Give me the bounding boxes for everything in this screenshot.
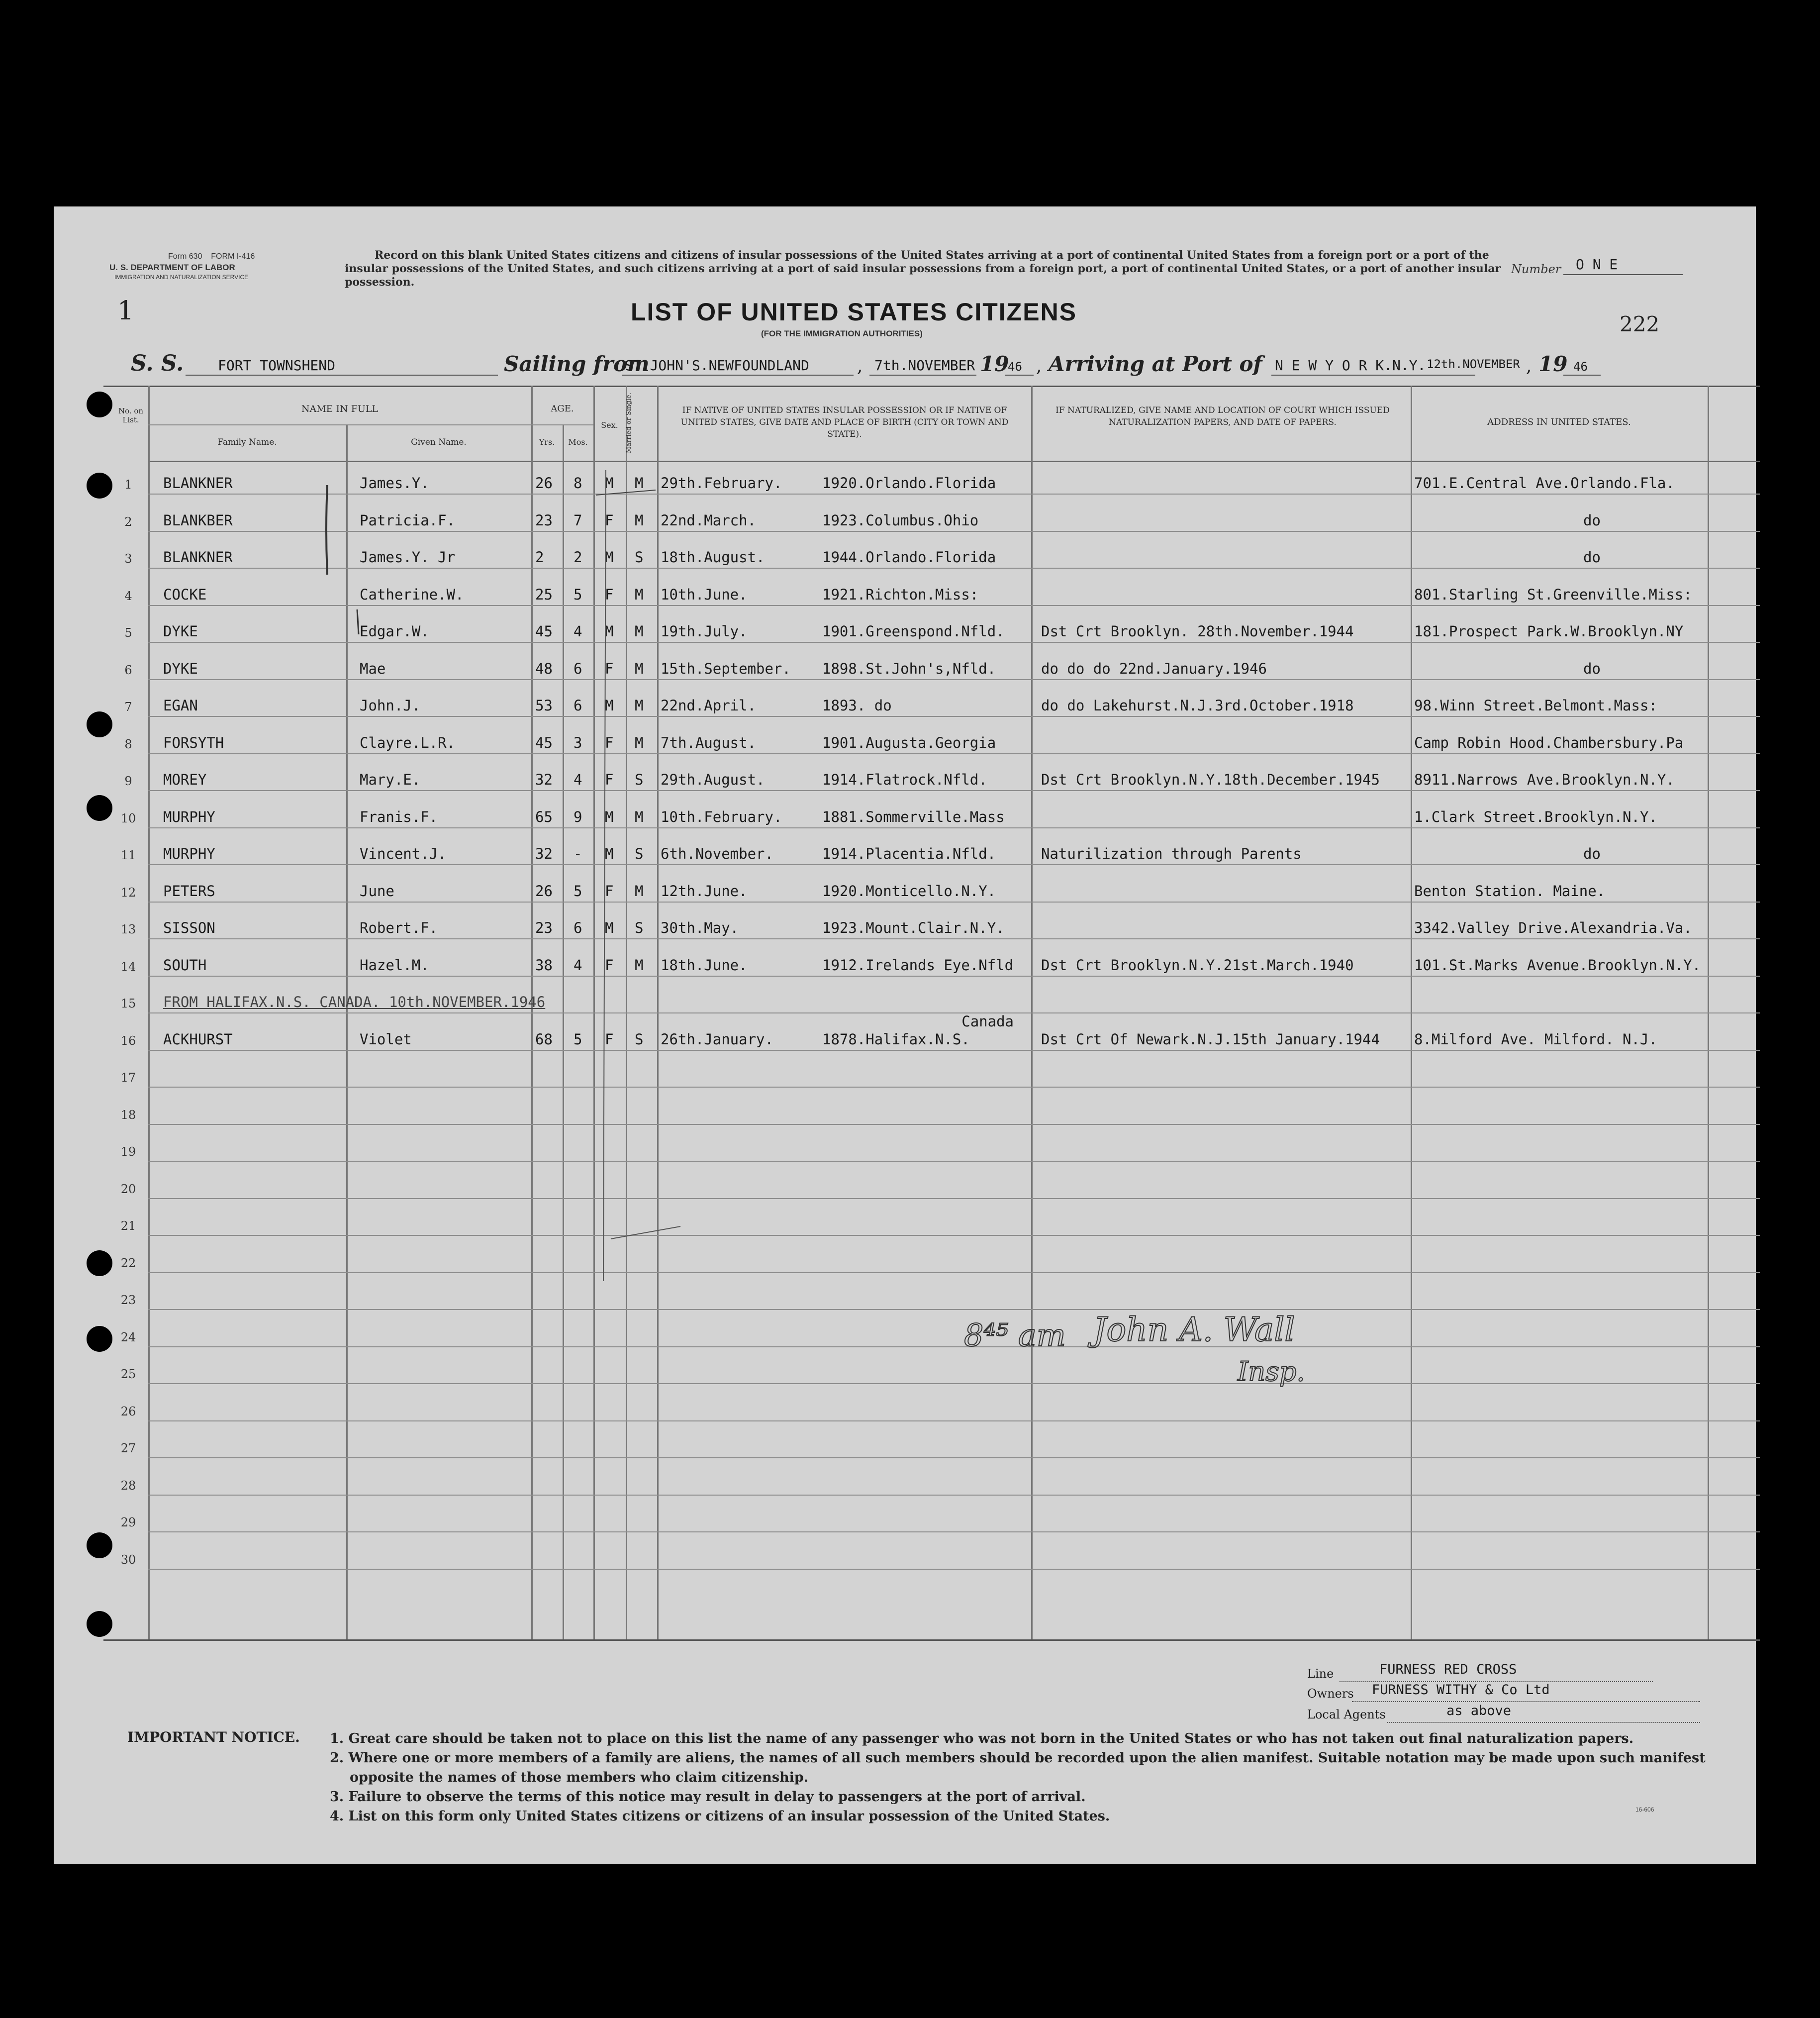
punch-hole	[87, 1532, 112, 1558]
marital-status-cell: M	[635, 660, 644, 677]
age-years-cell: 26	[535, 882, 553, 900]
sex-cell: M	[605, 845, 614, 862]
birth-date-cell: 29th.February.	[661, 475, 782, 492]
sailing-year: 46	[1008, 360, 1022, 374]
punch-hole	[87, 473, 112, 499]
row-number: 19	[120, 1145, 136, 1159]
age-months-cell: 4	[574, 956, 582, 974]
address-cell: 701.E.Central Ave.Orlando.Fla.	[1414, 475, 1675, 492]
birth-place-cell: 1920.Monticello.N.Y.	[822, 882, 996, 900]
sex-cell: M	[605, 808, 614, 825]
family-name-cell: COCKE	[163, 586, 207, 603]
family-name-cell: EGAN	[163, 697, 198, 714]
sailing-from: ST.JOHN'S.NEWFOUNDLAND	[625, 357, 809, 374]
address-cell: 8.Milford Ave. Milford. N.J.	[1414, 1030, 1657, 1048]
row-number: 30	[120, 1552, 136, 1567]
row-number: 22	[120, 1256, 136, 1270]
marital-status-cell: M	[635, 623, 644, 640]
marital-status-cell: M	[635, 808, 644, 825]
birth-place-cell: 1921.Richton.Miss:	[822, 586, 979, 603]
row-number: 8	[124, 737, 132, 751]
age-years-cell: 2	[535, 549, 544, 566]
arriving-date: 12th.NOVEMBER	[1427, 357, 1520, 371]
row-number: 16	[120, 1033, 136, 1048]
row-number: 3	[124, 552, 132, 566]
notice-4: 4. List on this form only United States citizens or citizens of an insular possession of the United States.	[330, 1809, 1110, 1824]
naturalization-cell: Dst Crt Brooklyn.N.Y.21st.March.1940	[1041, 956, 1354, 974]
birth-place-cell: 1914.Flatrock.Nfld.	[822, 771, 987, 788]
row-rule	[148, 1420, 1760, 1421]
address-cell: 101.St.Marks Avenue.Brooklyn.N.Y.	[1414, 956, 1701, 974]
naturalization-cell: Dst Crt Brooklyn. 28th.November.1944	[1041, 623, 1354, 640]
sex-cell: F	[605, 1030, 614, 1048]
arriving-label: Arriving at Port of	[1049, 352, 1262, 376]
family-name-cell: FROM HALIFAX.N.S. CANADA. 10th.NOVEMBER.1946	[163, 994, 546, 1010]
manifest-sheet: Form 630 FORM I-416 U. S. DEPARTMENT OF LABOR IMMIGRATION AND NATURALIZATION SERVICE 1 Record on this blank United States citizens and citizens of insular possessions of the United States arriving at a port of continental United States from a foreign port or a port of the insular possessions of the United States, and such citizens arriving at a port of said insular possessions from a foreign port, a port of continental United States, or a port of another insular possession. Number O N E LIST OF UNITED STATES CITIZENS (FOR THE IMMIGRATION AUTHORITIES) 222 S. S. FORT TOWNSHEND Sailing from ST.JOHN'S.NEWFOUNDLAND , 7th.NOVEMBER 19 46 , Arriving at Port of N E W Y O R K.N.Y. 12th.NOVEMBER , 19 46 No. on List. NAME IN FULL Family Name. Given Name. AGE. Yrs. Mos. Sex. Married or Single. IF NATIVE OF UNITED STATES INSULAR POSSESSION OR IF NATIVE OF UNITED STATES, GIVE DATE AND PLACE OF BIRTH (CITY OR TOWN AND STATE). IF NATURALIZED, GIVE NAME AND LOCATION OF COURT WHICH ISSUED NATURALIZATION PAPERS, AND DATE OF PAPERS. ADDRESS IN UNITED STATES. 1 BLANKNER James.Y. 26 8 M M 29th.February. 1920.Orlando.Florida 701.E.Central Ave.Orlando.Fla. 2 BLANKBER Patricia.F. 23 7 F M 22nd.March. 1923.Columbus.Ohio do 3 BLANKNER James.Y. Jr 2 2 M S 18th.August. 1944.Orlando.Florida do 4 COCKE Catherine.W. 25 5 F M 10th.June. 1921.Richton.Miss: 801.Starling St.Greenville.Miss: 5 DYKE Edgar.W. 45 4 M M 19th.July. 1901.Greenspond.Nfld. Dst Crt Brooklyn. 28th.November.1944 181.Prospect Park.W.Brooklyn.NY 6 DYKE Mae 48 6 F M 15th.September. 1898.St.John's,Nfld. do do do 22nd.January.1946 do 7 EGAN John.J. 53 6 M M 22nd.April. 1893. do do do Lakehurst.N.J.3rd.October.1918 98.Winn Street.Belmont.Mass: 8 FORSYTH Clayre.L.R. 45 3 F M 7th.August. 1901.Augusta.Georgia Camp Robin Hood.Chambersbury.Pa 9 MOREY Mary.E. 32 4 F S 29th.August. 1914.Flatrock.Nfld. Dst Crt Brooklyn.N.Y.18th.December.1945 8911.Narrows Ave.Brooklyn.N.Y. 10 MURPHY Franis.F. 65 9 M M 10th.February. 1881.Sommerville.Mass 1.Clark Street.Brooklyn.N.Y. 11 MURPHY Vincent.J. 32 - M S 6th.November. 1914.Placentia.Nfld. Naturilization through Parents do 12 PETERS June 26 5 F M 12th.June. 1920.Monticello.N.Y. Benton Station. Maine. 13 SISSON Robert.F. 23 6 M S 30th.May. 1923.Mount.Clair.N.Y. 3342.Valley Drive.Alexandria.Va. 14 SOUTH Hazel.M. 38 4 F M 18th.June. 1912.Irelands Eye.Nfld Dst Crt Brooklyn.N.Y.21st.March.1940 101.St.Marks Avenue.Brooklyn.N.Y. 15 FROM HALIFAX.N.S. CANADA. 10th.NOVEMBER.1946 16 ACKHURST Violet 68 5 F S 26th.January. 1878.Halifax.N.S. Dst Crt Of Newark.N.J.15th January.1944 8.Milford Ave. Milford. N.J. Canada 17 18 19 20 21 22 23 24 25 26 27 28 29 30 8⁴⁵ am John A. Wall Insp. Line FURNESS RED CROSS Owners FURNESS WITHY & Co Ltd Local Agents as above IMPORTANT NOTICE. 1. Great care should be taken not to place on this list the name of any passenger who was not born in the United States or who has not taken out final naturalization papers. 2. Where one or more members of a family are aliens, the names of all such members should be recorded upon the alien manifest. Suitable notation may be made upon such manifest opposite the names of those members who claim citizenship. 3. Failure to observe the terms of this notice may result in delay to passengers at the port of arrival. 4. List on this form only United States citizens or citizens of an insular possession of the United States. 16-606	[54, 206, 1756, 1864]
col-sex-header: Sex.	[601, 420, 618, 430]
row-rule	[148, 1569, 1760, 1570]
age-years-cell: 26	[535, 475, 553, 492]
row-rule	[148, 902, 1760, 903]
row-number: 25	[120, 1367, 136, 1381]
sex-cell: M	[605, 549, 614, 566]
row-number: 21	[120, 1219, 136, 1233]
row-rule	[148, 1012, 1760, 1013]
page-title: LIST OF UNITED STATES CITIZENS	[631, 298, 1077, 326]
row-rule	[148, 1383, 1760, 1384]
row-number: 18	[120, 1108, 136, 1122]
row-number: 4	[124, 589, 132, 603]
birth-date-cell: 29th.August.	[661, 771, 765, 788]
agents-value: as above	[1446, 1703, 1512, 1718]
row-number: 9	[124, 774, 132, 788]
age-months-cell: 5	[574, 586, 582, 603]
sex-cell: F	[605, 734, 614, 751]
given-name-cell: John.J.	[360, 697, 421, 714]
address-cell: do	[1583, 845, 1601, 862]
marital-status-cell: M	[635, 882, 644, 900]
row-rule	[148, 1272, 1760, 1273]
sex-cell: F	[605, 882, 614, 900]
age-years-cell: 45	[535, 623, 553, 640]
arriving-year: 46	[1573, 360, 1588, 374]
given-name-cell: Patricia.F.	[360, 511, 456, 529]
age-months-cell: 6	[574, 660, 582, 677]
sailing-date: 7th.NOVEMBER	[874, 357, 975, 374]
given-name-cell: Hazel.M.	[360, 956, 429, 974]
tick-marks	[581, 465, 690, 1286]
sex-cell: F	[605, 660, 614, 677]
row-number: 11	[120, 848, 136, 862]
sex-cell: M	[605, 623, 614, 640]
row-rule	[148, 1495, 1760, 1496]
address-cell: 181.Prospect Park.W.Brooklyn.NY	[1414, 623, 1684, 640]
address-cell: 1.Clark Street.Brooklyn.N.Y.	[1414, 808, 1657, 825]
birth-place-cell: 1901.Greenspond.Nfld.	[822, 623, 1005, 640]
age-months-cell: 3	[574, 734, 582, 751]
birth-place-cell: 1923.Columbus.Ohio	[822, 511, 979, 529]
given-name-cell: Mae	[360, 660, 386, 677]
age-months-cell: 8	[574, 475, 582, 492]
age-months-cell: 4	[574, 771, 582, 788]
birth-date-cell: 18th.August.	[661, 549, 765, 566]
family-name-cell: ACKHURST	[163, 1030, 233, 1048]
row-number: 12	[120, 885, 136, 900]
family-name-cell: BLANKNER	[163, 549, 233, 566]
row-rule	[148, 1235, 1760, 1236]
svg-text:Insp.: Insp.	[1238, 1356, 1305, 1387]
age-months-cell: 6	[574, 697, 582, 714]
print-code: 16-606	[1635, 1806, 1654, 1813]
row-rule	[148, 679, 1760, 680]
svg-text:8⁴⁵ am: 8⁴⁵ am	[964, 1317, 1066, 1353]
number-value: O N E	[1576, 256, 1618, 273]
row-rule	[148, 716, 1760, 717]
family-name-cell: SOUTH	[163, 956, 207, 974]
marital-status-cell: M	[635, 697, 644, 714]
birth-date-cell: 30th.May.	[661, 919, 739, 936]
family-name-cell: MURPHY	[163, 845, 215, 862]
naturalization-cell: Naturilization through Parents	[1041, 845, 1302, 862]
birth-place-cell: 1881.Sommerville.Mass	[822, 808, 1005, 825]
number-label: Number	[1511, 262, 1561, 276]
owners-label: Owners	[1307, 1687, 1354, 1701]
given-name-cell: James.Y. Jr	[360, 549, 456, 566]
birth-place-cell: 1923.Mount.Clair.N.Y.	[822, 919, 1005, 936]
sailing-year-prefix: 19	[980, 352, 1009, 376]
birth-date-cell: 22nd.April.	[661, 697, 757, 714]
col-mos-header: Mos.	[568, 437, 588, 447]
row-rule	[148, 827, 1760, 828]
row-number: 1	[124, 478, 132, 492]
given-name-cell: Violet	[360, 1030, 412, 1048]
service-name: IMMIGRATION AND NATURALIZATION SERVICE	[114, 274, 249, 281]
row-rule	[148, 938, 1760, 939]
arriving-year-prefix: 19	[1538, 352, 1568, 376]
row-rule	[148, 1198, 1760, 1199]
family-name-cell: MOREY	[163, 771, 207, 788]
address-cell: Camp Robin Hood.Chambersbury.Pa	[1414, 734, 1684, 751]
row-rule	[148, 1161, 1760, 1162]
age-months-cell: -	[574, 845, 582, 862]
age-months-cell: 9	[574, 808, 582, 825]
address-cell: 801.Starling St.Greenville.Miss:	[1414, 586, 1692, 603]
birth-date-cell: 12th.June.	[661, 882, 748, 900]
birth-date-cell: 10th.June.	[661, 586, 748, 603]
marital-status-cell: S	[635, 771, 644, 788]
row-number: 26	[120, 1404, 136, 1418]
col-married-header: Married or Single.	[625, 393, 633, 453]
marital-status-cell: M	[635, 956, 644, 974]
notice-list	[330, 1729, 1757, 1826]
marital-status-cell: S	[635, 1030, 644, 1048]
age-years-cell: 45	[535, 734, 553, 751]
age-years-cell: 53	[535, 697, 553, 714]
pencil-marks	[292, 485, 392, 649]
row-number: 10	[120, 811, 136, 825]
row-number: 14	[120, 959, 136, 974]
birth-place-cell: 1901.Augusta.Georgia	[822, 734, 996, 751]
age-years-cell: 25	[535, 586, 553, 603]
sex-cell: M	[605, 697, 614, 714]
col-yrs-header: Yrs.	[539, 437, 555, 447]
birth-place-cell: 1920.Orlando.Florida	[822, 475, 996, 492]
birth-date-cell: 7th.August.	[661, 734, 757, 751]
col-family-header: Family Name.	[217, 437, 277, 447]
birth-place-cell: 1914.Placentia.Nfld.	[822, 845, 996, 862]
age-months-cell: 5	[574, 882, 582, 900]
age-months-cell: 5	[574, 1030, 582, 1048]
col-naturalized-header: IF NATURALIZED, GIVE NAME AND LOCATION OF COURT WHICH ISSUED NATURALIZATION PAPERS, AND DATE OF PAPERS.	[1055, 405, 1390, 427]
agents-label: Local Agents	[1307, 1708, 1386, 1721]
line-value: FURNESS RED CROSS	[1379, 1662, 1517, 1677]
row-rule	[148, 1124, 1760, 1125]
col-given-header: Given Name.	[411, 437, 467, 447]
marital-status-cell: S	[635, 919, 644, 936]
naturalization-cell: do do Lakehurst.N.J.3rd.October.1918	[1041, 697, 1354, 714]
marital-status-cell: M	[635, 734, 644, 751]
birth-place-cell: 1912.Irelands Eye.Nfld	[822, 956, 1014, 974]
birth-date-cell: 26th.January.	[661, 1030, 773, 1048]
address-cell: do	[1583, 511, 1601, 529]
row-number: 7	[124, 700, 132, 714]
punch-hole	[87, 1326, 112, 1352]
sex-cell: F	[605, 511, 614, 529]
given-name-cell: Clayre.L.R.	[360, 734, 456, 751]
col-address-header: ADDRESS IN UNITED STATES.	[1487, 417, 1631, 427]
row-number: 27	[120, 1441, 136, 1455]
page-number: 222	[1620, 312, 1660, 336]
ss-label: S. S.	[131, 351, 184, 376]
birth-date-cell: 22nd.March.	[661, 511, 757, 529]
row-rule	[148, 1309, 1760, 1310]
family-name-cell: BLANKBER	[163, 511, 233, 529]
address-cell: 98.Winn Street.Belmont.Mass:	[1414, 697, 1657, 714]
age-months-cell: 4	[574, 623, 582, 640]
row-number: 17	[120, 1071, 136, 1085]
age-months-cell: 7	[574, 511, 582, 529]
naturalization-cell: Dst Crt Of Newark.N.J.15th January.1944	[1041, 1030, 1380, 1048]
birth-place-cell: 1944.Orlando.Florida	[822, 549, 996, 566]
row-rule	[148, 1457, 1760, 1458]
department-name: U. S. DEPARTMENT OF LABOR	[109, 263, 235, 272]
given-name-cell: Edgar.W.	[360, 623, 429, 640]
sex-cell: F	[605, 586, 614, 603]
row-number: 28	[120, 1478, 136, 1493]
given-name-cell: June	[360, 882, 394, 900]
birth-place-cell: 1893. do	[822, 697, 892, 714]
col-age-header: AGE.	[551, 404, 574, 414]
notice-1: 1. Great care should be taken not to place on this list the name of any passenger who was not born in the United States or who has not taken out final naturalization papers.	[330, 1731, 1634, 1746]
row-number: 24	[120, 1330, 136, 1344]
sailing-label: Sailing from	[504, 352, 650, 376]
row-number: 6	[124, 663, 132, 677]
age-months-cell: 6	[574, 919, 582, 936]
punch-hole	[87, 711, 112, 737]
age-years-cell: 65	[535, 808, 553, 825]
sex-cell: M	[605, 919, 614, 936]
row-rule	[148, 1087, 1760, 1088]
sex-cell: F	[605, 771, 614, 788]
birth-place-cell: 1878.Halifax.N.S.	[822, 1030, 970, 1048]
punch-hole	[87, 795, 112, 821]
row-number: 20	[120, 1182, 136, 1196]
page-subtitle: (FOR THE IMMIGRATION AUTHORITIES)	[761, 329, 923, 338]
marital-status-cell: M	[635, 586, 644, 603]
age-months-cell: 2	[574, 549, 582, 566]
given-name-cell: Robert.F.	[360, 919, 438, 936]
row-number: 5	[124, 626, 132, 640]
col-no-header: No. on List.	[118, 406, 144, 424]
col-birth-header: IF NATIVE OF UNITED STATES INSULAR POSSESSION OR IF NATIVE OF UNITED STATES, GIVE DATE AND PLACE OF BIRTH (CITY OR TOWN AND STATE).	[680, 405, 1009, 439]
family-name-cell: FORSYTH	[163, 734, 224, 751]
address-cell: 8911.Narrows Ave.Brooklyn.N.Y.	[1414, 771, 1675, 788]
row-number: 2	[124, 514, 132, 529]
row-rule	[148, 1346, 1760, 1347]
family-name-cell: SISSON	[163, 919, 215, 936]
punch-hole	[87, 1250, 112, 1276]
notice-3: 3. Failure to observe the terms of this notice may result in delay to passengers at the port of arrival.	[330, 1789, 1086, 1805]
inspector-signature	[959, 1306, 1357, 1415]
given-name-cell: James.Y.	[360, 475, 429, 492]
left-mark: 1	[117, 296, 134, 326]
punch-hole	[87, 392, 112, 417]
col-name-header: NAME IN FULL	[301, 404, 379, 414]
row-rule	[148, 1050, 1760, 1051]
birth-place-cell: 1898.St.John's,Nfld.	[822, 660, 996, 677]
marital-status-cell: M	[635, 475, 644, 492]
marital-status-cell: S	[635, 845, 644, 862]
row-number: 13	[120, 922, 136, 936]
family-name-cell: DYKE	[163, 623, 198, 640]
marital-status-cell: M	[635, 511, 644, 529]
owners-value: FURNESS WITHY & Co Ltd	[1372, 1682, 1550, 1698]
age-years-cell: 32	[535, 771, 553, 788]
age-years-cell: 68	[535, 1030, 553, 1048]
naturalization-cell: Dst Crt Brooklyn.N.Y.18th.December.1945	[1041, 771, 1380, 788]
family-name-cell: BLANKNER	[163, 475, 233, 492]
birth-date-cell: 6th.November.	[661, 845, 773, 862]
line-label: Line	[1307, 1667, 1334, 1681]
notice-heading: IMPORTANT NOTICE.	[127, 1729, 300, 1745]
row-rule	[148, 864, 1760, 865]
marital-status-cell: S	[635, 549, 644, 566]
family-name-cell: MURPHY	[163, 808, 215, 825]
birth-country-note: Canada	[961, 1012, 1014, 1030]
row-rule	[148, 1531, 1760, 1532]
arriving-port: N E W Y O R K.N.Y.	[1275, 357, 1426, 374]
sex-cell: M	[605, 475, 614, 492]
birth-date-cell: 10th.February.	[661, 808, 782, 825]
given-name-cell: Catherine.W.	[360, 586, 464, 603]
family-name-cell: PETERS	[163, 882, 215, 900]
age-years-cell: 48	[535, 660, 553, 677]
age-years-cell: 23	[535, 511, 553, 529]
age-years-cell: 23	[535, 919, 553, 936]
svg-text:John A. Wall: John A. Wall	[1093, 1311, 1295, 1349]
ship-name: FORT TOWNSHEND	[218, 357, 336, 374]
birth-date-cell: 18th.June.	[661, 956, 748, 974]
naturalization-cell: do do do 22nd.January.1946	[1041, 660, 1267, 677]
address-cell: 3342.Valley Drive.Alexandria.Va.	[1414, 919, 1692, 936]
age-years-cell: 38	[535, 956, 553, 974]
row-rule	[148, 976, 1760, 977]
row-number: 15	[120, 997, 136, 1010]
row-number: 29	[120, 1515, 136, 1529]
given-name-cell: Mary.E.	[360, 771, 421, 788]
given-name-cell: Vincent.J.	[360, 845, 447, 862]
form-id: Form 630 FORM I-416	[168, 252, 255, 261]
address-cell: Benton Station. Maine.	[1414, 882, 1606, 900]
age-years-cell: 32	[535, 845, 553, 862]
instructions-text: Record on this blank United States citizens and citizens of insular possessions of the United States arriving at a port of continental United States from a foreign port or a port of the insular possessions of the United States, and such citizens arriving at a port of said insular possessions from a foreign port, a port of continental United States, or a port of another insular possession.	[345, 249, 1501, 289]
notice-2: 2. Where one or more members of a family are aliens, the names of all such members should be recorded upon the alien manifest. Suitable notation may be made upon such manifest opposite the names of those members who claim citizenship.	[330, 1750, 1706, 1785]
sex-cell: F	[605, 956, 614, 974]
birth-date-cell: 15th.September.	[661, 660, 791, 677]
birth-date-cell: 19th.July.	[661, 623, 748, 640]
address-cell: do	[1583, 660, 1601, 677]
given-name-cell: Franis.F.	[360, 808, 438, 825]
row-rule	[148, 753, 1760, 754]
row-rule	[148, 790, 1760, 791]
punch-hole	[87, 1611, 112, 1637]
family-name-cell: DYKE	[163, 660, 198, 677]
address-cell: do	[1583, 549, 1601, 566]
row-number: 23	[120, 1293, 136, 1307]
